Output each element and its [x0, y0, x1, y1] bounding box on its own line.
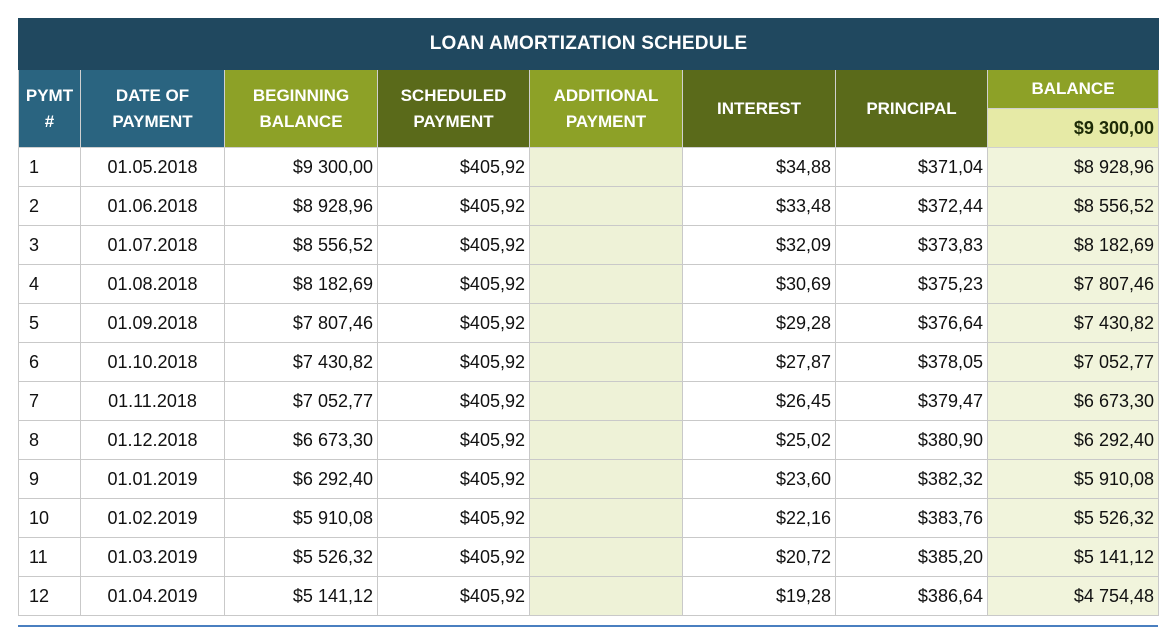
cell-balance[interactable]: $8 182,69 [988, 226, 1159, 265]
header-pymt-line1: PYMT [25, 85, 74, 105]
cell-date-of-payment[interactable]: 01.04.2019 [81, 577, 225, 616]
table-row [19, 226, 1159, 265]
cell-additional-payment[interactable] [530, 187, 683, 226]
table-row [19, 421, 1159, 460]
cell-balance[interactable]: $7 807,46 [988, 265, 1159, 304]
cell-beginning-balance[interactable]: $7 052,77 [225, 382, 378, 421]
cell-principal[interactable]: $376,64 [836, 304, 988, 343]
cell-balance[interactable]: $5 141,12 [988, 538, 1159, 577]
cell-principal[interactable]: $375,23 [836, 265, 988, 304]
cell-date-of-payment[interactable]: 01.07.2018 [81, 226, 225, 265]
cell-balance[interactable]: $7 052,77 [988, 343, 1159, 382]
cell-payment-number[interactable]: 3 [19, 226, 81, 265]
cell-interest[interactable]: $26,45 [683, 382, 836, 421]
cell-beginning-balance[interactable]: $7 807,46 [225, 304, 378, 343]
cell-payment-number[interactable]: 7 [19, 382, 81, 421]
cell-payment-number[interactable]: 11 [19, 538, 81, 577]
table-row [19, 382, 1159, 421]
cell-additional-payment[interactable] [530, 304, 683, 343]
cell-interest[interactable]: $33,48 [683, 187, 836, 226]
cell-additional-payment[interactable] [530, 148, 683, 187]
cell-principal[interactable]: $371,04 [836, 148, 988, 187]
cell-interest[interactable]: $29,28 [683, 304, 836, 343]
cell-beginning-balance[interactable]: $6 292,40 [225, 460, 378, 499]
header-scheduled-payment[interactable] [378, 70, 530, 148]
cell-balance[interactable]: $5 910,08 [988, 460, 1159, 499]
table-row [19, 304, 1159, 343]
header-balance[interactable]: BALANCE [988, 70, 1159, 109]
header-date-line2: PAYMENT [112, 111, 193, 131]
header-additional-line1: ADDITIONAL [553, 85, 659, 105]
cell-additional-payment[interactable] [530, 265, 683, 304]
cell-payment-number[interactable]: 12 [19, 577, 81, 616]
cell-interest[interactable]: $30,69 [683, 265, 836, 304]
header-scheduled-line2: PAYMENT [413, 111, 494, 131]
cell-interest[interactable]: $32,09 [683, 226, 836, 265]
cell-date-of-payment[interactable]: 01.03.2019 [81, 538, 225, 577]
cell-interest[interactable]: $25,02 [683, 421, 836, 460]
cell-scheduled-payment[interactable]: $405,92 [378, 382, 530, 421]
cell-interest[interactable]: $34,88 [683, 148, 836, 187]
cell-principal[interactable]: $372,44 [836, 187, 988, 226]
cell-payment-number[interactable]: 8 [19, 421, 81, 460]
cell-date-of-payment[interactable]: 01.02.2019 [81, 499, 225, 538]
cell-additional-payment[interactable] [530, 577, 683, 616]
cell-payment-number[interactable]: 5 [19, 304, 81, 343]
cell-scheduled-payment[interactable]: $405,92 [378, 343, 530, 382]
table-row [19, 538, 1159, 577]
cell-additional-payment[interactable] [530, 538, 683, 577]
cell-beginning-balance[interactable]: $8 182,69 [225, 265, 378, 304]
cell-additional-payment[interactable] [530, 499, 683, 538]
cell-additional-payment[interactable] [530, 460, 683, 499]
header-beginning-line2: BALANCE [259, 111, 343, 131]
cell-balance[interactable]: $5 526,32 [988, 499, 1159, 538]
header-scheduled-line1: SCHEDULED [400, 85, 507, 105]
table-row [19, 499, 1159, 538]
cell-scheduled-payment[interactable]: $405,92 [378, 499, 530, 538]
cell-scheduled-payment[interactable]: $405,92 [378, 577, 530, 616]
bottom-border-line [18, 625, 1158, 627]
header-date-line1: DATE OF [115, 85, 190, 105]
cell-principal[interactable]: $383,76 [836, 499, 988, 538]
header-interest[interactable]: INTEREST [683, 70, 836, 148]
cell-payment-number[interactable]: 6 [19, 343, 81, 382]
cell-interest[interactable]: $22,16 [683, 499, 836, 538]
cell-beginning-balance[interactable]: $5 526,32 [225, 538, 378, 577]
cell-date-of-payment[interactable]: 01.09.2018 [81, 304, 225, 343]
amortization-table [18, 18, 1159, 616]
cell-interest[interactable]: $23,60 [683, 460, 836, 499]
cell-principal[interactable]: $386,64 [836, 577, 988, 616]
cell-principal[interactable]: $378,05 [836, 343, 988, 382]
cell-beginning-balance[interactable]: $9 300,00 [225, 148, 378, 187]
cell-payment-number[interactable]: 2 [19, 187, 81, 226]
table-row [19, 148, 1159, 187]
cell-payment-number[interactable]: 1 [19, 148, 81, 187]
cell-scheduled-payment[interactable]: $405,92 [378, 148, 530, 187]
table-title: LOAN AMORTIZATION SCHEDULE [19, 19, 1159, 70]
cell-date-of-payment[interactable]: 01.05.2018 [81, 148, 225, 187]
cell-principal[interactable]: $382,32 [836, 460, 988, 499]
cell-beginning-balance[interactable]: $8 928,96 [225, 187, 378, 226]
header-beginning-line1: BEGINNING [252, 85, 350, 105]
cell-beginning-balance[interactable]: $7 430,82 [225, 343, 378, 382]
cell-scheduled-payment[interactable]: $405,92 [378, 538, 530, 577]
header-beginning-balance[interactable] [225, 70, 378, 148]
cell-principal[interactable]: $380,90 [836, 421, 988, 460]
cell-scheduled-payment[interactable]: $405,92 [378, 265, 530, 304]
schedule-rows [19, 148, 1159, 616]
cell-balance[interactable]: $7 430,82 [988, 304, 1159, 343]
amortization-sheet [18, 18, 1158, 616]
table-row [19, 460, 1159, 499]
header-pymt-line2: # [44, 111, 55, 131]
cell-date-of-payment[interactable]: 01.01.2019 [81, 460, 225, 499]
table-row [19, 577, 1159, 616]
header-date-of-payment[interactable] [81, 70, 225, 148]
cell-payment-number[interactable]: 4 [19, 265, 81, 304]
cell-balance[interactable]: $8 556,52 [988, 187, 1159, 226]
header-pymt-number[interactable] [19, 70, 81, 148]
cell-interest[interactable]: $19,28 [683, 577, 836, 616]
cell-principal[interactable]: $385,20 [836, 538, 988, 577]
cell-principal[interactable]: $379,47 [836, 382, 988, 421]
cell-interest[interactable]: $20,72 [683, 538, 836, 577]
table-row [19, 343, 1159, 382]
cell-scheduled-payment[interactable]: $405,92 [378, 187, 530, 226]
cell-scheduled-payment[interactable]: $405,92 [378, 421, 530, 460]
cell-interest[interactable]: $27,87 [683, 343, 836, 382]
header-additional-payment[interactable] [530, 70, 683, 148]
cell-additional-payment[interactable] [530, 343, 683, 382]
cell-balance[interactable]: $6 292,40 [988, 421, 1159, 460]
cell-date-of-payment[interactable]: 01.12.2018 [81, 421, 225, 460]
cell-beginning-balance[interactable]: $5 141,12 [225, 577, 378, 616]
cell-additional-payment[interactable] [530, 421, 683, 460]
cell-beginning-balance[interactable]: $5 910,08 [225, 499, 378, 538]
cell-additional-payment[interactable] [530, 382, 683, 421]
cell-date-of-payment[interactable]: 01.06.2018 [81, 187, 225, 226]
cell-date-of-payment[interactable]: 01.08.2018 [81, 265, 225, 304]
cell-date-of-payment[interactable]: 01.10.2018 [81, 343, 225, 382]
cell-beginning-balance[interactable]: $8 556,52 [225, 226, 378, 265]
cell-additional-payment[interactable] [530, 226, 683, 265]
cell-scheduled-payment[interactable]: $405,92 [378, 304, 530, 343]
cell-beginning-balance[interactable]: $6 673,30 [225, 421, 378, 460]
cell-scheduled-payment[interactable]: $405,92 [378, 226, 530, 265]
starting-balance-cell[interactable]: $9 300,00 [988, 109, 1159, 148]
cell-date-of-payment[interactable]: 01.11.2018 [81, 382, 225, 421]
cell-principal[interactable]: $373,83 [836, 226, 988, 265]
cell-balance[interactable]: $6 673,30 [988, 382, 1159, 421]
cell-payment-number[interactable]: 10 [19, 499, 81, 538]
table-row [19, 265, 1159, 304]
header-principal[interactable]: PRINCIPAL [836, 70, 988, 148]
cell-balance[interactable]: $4 754,48 [988, 577, 1159, 616]
table-row [19, 187, 1159, 226]
cell-balance[interactable]: $8 928,96 [988, 148, 1159, 187]
header-additional-line2: PAYMENT [565, 111, 647, 131]
cell-scheduled-payment[interactable]: $405,92 [378, 460, 530, 499]
cell-payment-number[interactable]: 9 [19, 460, 81, 499]
